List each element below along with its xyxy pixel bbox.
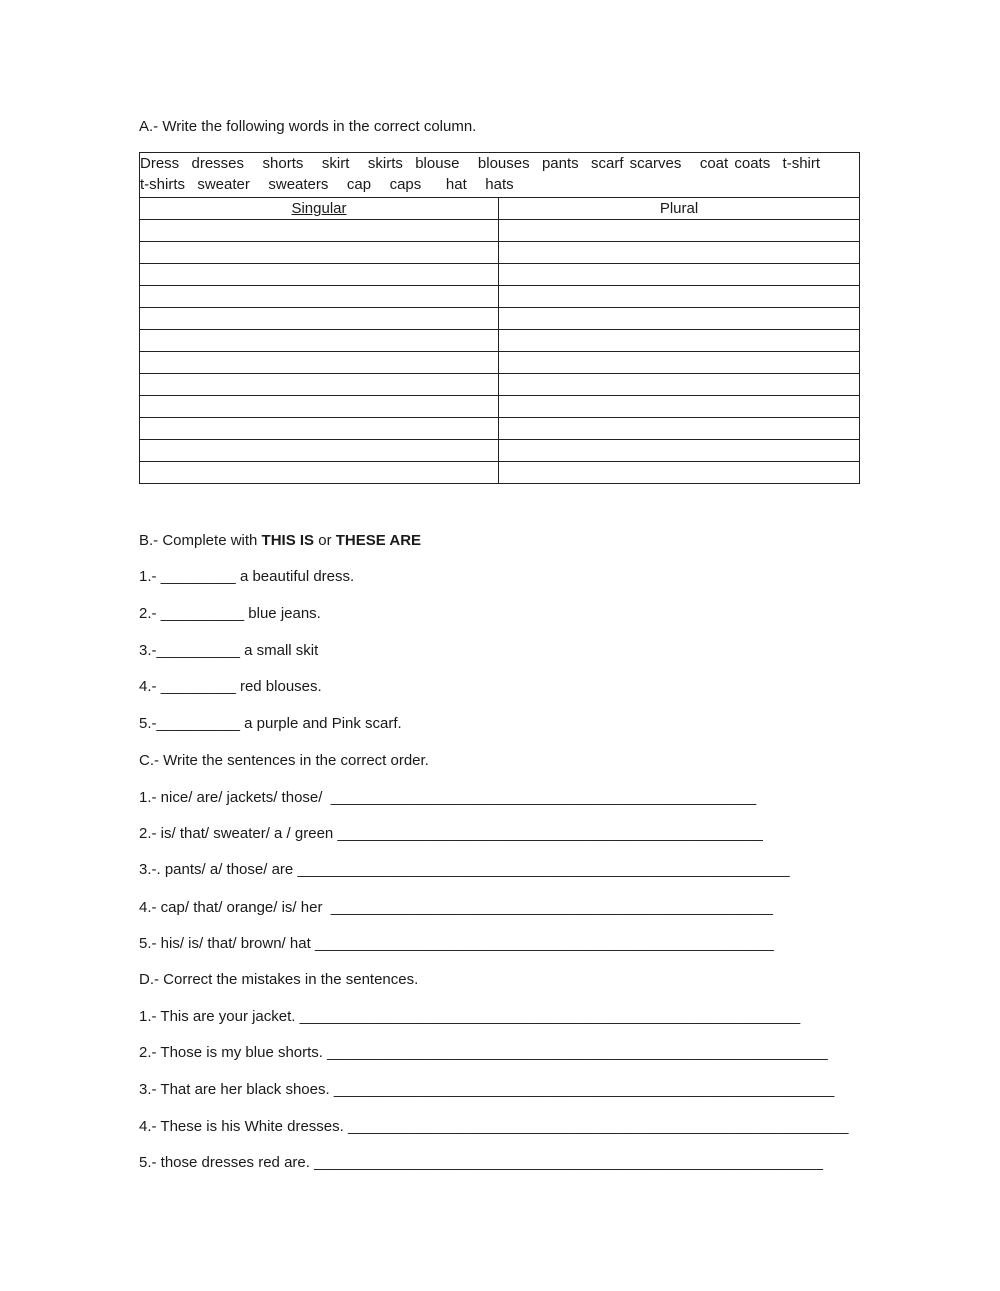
section-c-item[interactable] [139, 935, 774, 953]
section-b-item[interactable] [139, 642, 318, 660]
singular-answer-cell[interactable] [140, 440, 499, 462]
answer-blank[interactable]: _________ [160, 568, 236, 585]
item-text: 3.- That are her black shoes. [139, 1081, 334, 1098]
singular-answer-cell[interactable] [140, 462, 499, 484]
column-header-plural [499, 198, 860, 220]
section-d-item[interactable] [139, 1154, 823, 1172]
word-bank-line-2: t-shirts sweater sweaters cap caps hat hats [140, 176, 514, 193]
section-c-item[interactable] [139, 899, 773, 917]
answer-row [140, 418, 860, 440]
answer-blank[interactable]: ____________________________________________________________ [333, 1081, 835, 1098]
singular-answer-cell[interactable] [140, 418, 499, 440]
section-d-instruction: D.- Correct the mistakes in the sentences. [139, 971, 419, 988]
item-number: 2.- [139, 605, 161, 622]
answer-blank[interactable]: __________ [156, 642, 240, 659]
item-text: 2.- Those is my blue shorts. [139, 1044, 328, 1061]
answer-blank[interactable]: ____________________________________________________________ [299, 1008, 801, 1025]
answer-blank[interactable]: ___________________________________________________________ [297, 861, 790, 878]
section-b-item[interactable] [139, 715, 402, 733]
answer-row [140, 462, 860, 484]
plural-answer-cell[interactable] [499, 462, 860, 484]
word-bank-line-1: Dress dresses shorts skirt skirts blouse blouses pants scarf scarves coat coats t-shirt [140, 155, 821, 172]
option-this-is: THIS IS [261, 532, 315, 549]
item-text: 4.- These is his White dresses. [139, 1118, 348, 1135]
singular-answer-cell[interactable] [140, 396, 499, 418]
singular-answer-cell[interactable] [140, 330, 499, 352]
answer-row [140, 220, 860, 242]
section-b-item[interactable] [139, 678, 322, 696]
plural-answer-cell[interactable] [499, 396, 860, 418]
answer-rows [140, 220, 860, 484]
section-b-instruction [139, 532, 421, 550]
item-number: 4.- [139, 678, 161, 695]
item-text: a small skit [239, 642, 319, 659]
item-text: 5.- those dresses red are. [139, 1154, 315, 1171]
plural-answer-cell[interactable] [499, 418, 860, 440]
item-text: red blouses. [235, 678, 322, 695]
answer-row [140, 242, 860, 264]
answer-blank[interactable]: ____________________________________________________________ [347, 1118, 849, 1135]
answer-blank[interactable]: __________ [160, 605, 245, 622]
answer-blank[interactable]: ___________________________________________________ [337, 825, 763, 842]
item-text: blue jeans. [244, 605, 321, 622]
singular-answer-cell[interactable] [140, 242, 499, 264]
section-b-item[interactable] [139, 605, 321, 623]
singular-answer-cell[interactable] [140, 352, 499, 374]
answer-blank[interactable]: ____________________________________________________________ [327, 1044, 828, 1061]
item-number: 3.- [139, 642, 157, 659]
answer-row [140, 440, 860, 462]
section-c-item[interactable] [139, 789, 756, 807]
answer-row [140, 286, 860, 308]
item-text: 3.-. pants/ a/ those/ are [139, 861, 298, 878]
singular-answer-cell[interactable] [140, 264, 499, 286]
section-b-or: or [314, 532, 336, 549]
item-text: 2.- is/ that/ sweater/ a / green [139, 825, 338, 842]
answer-row [140, 374, 860, 396]
plural-answer-cell[interactable] [499, 242, 860, 264]
plural-answer-cell[interactable] [499, 374, 860, 396]
answer-blank[interactable]: _____________________________________________________________ [314, 1154, 823, 1171]
plural-answer-cell[interactable] [499, 220, 860, 242]
item-number: 1.- [139, 568, 161, 585]
section-d-item[interactable] [139, 1118, 849, 1136]
answer-row [140, 396, 860, 418]
singular-answer-cell[interactable] [140, 374, 499, 396]
item-text: 1.- nice/ are/ jackets/ those/ [139, 789, 331, 806]
answer-row [140, 264, 860, 286]
plural-answer-cell[interactable] [499, 264, 860, 286]
item-text: a beautiful dress. [235, 568, 355, 585]
option-these-are: THESE ARE [335, 532, 422, 549]
item-text: 4.- cap/ that/ orange/ is/ her [139, 899, 331, 916]
item-text: a purple and Pink scarf. [239, 715, 402, 732]
answer-blank[interactable]: __________ [156, 715, 240, 732]
section-d-item[interactable] [139, 1081, 834, 1099]
item-text: 5.- his/ is/ that/ brown/ hat [139, 935, 315, 952]
section-d-item[interactable] [139, 1008, 800, 1026]
item-number: 5.- [139, 715, 157, 732]
section-c-item[interactable] [139, 825, 763, 843]
plural-answer-cell[interactable] [499, 440, 860, 462]
answer-blank[interactable]: _______________________________________________________ [314, 935, 774, 952]
answer-row [140, 308, 860, 330]
singular-answer-cell[interactable] [140, 308, 499, 330]
answer-blank[interactable]: ___________________________________________________ [330, 789, 757, 806]
plural-label: Plural [659, 200, 699, 217]
section-b-prefix: B.- Complete with [139, 532, 262, 549]
section-c-instruction: C.- Write the sentences in the correct order. [139, 752, 429, 769]
section-d-item[interactable] [139, 1044, 828, 1062]
singular-answer-cell[interactable] [140, 220, 499, 242]
section-c-item[interactable] [139, 861, 790, 879]
word-bank [140, 153, 860, 198]
singular-answer-cell[interactable] [140, 286, 499, 308]
answer-row [140, 352, 860, 374]
column-header-singular [140, 198, 499, 220]
plural-answer-cell[interactable] [499, 330, 860, 352]
word-sort-table [139, 152, 860, 484]
answer-row [140, 330, 860, 352]
section-b-item[interactable] [139, 568, 354, 586]
answer-blank[interactable]: _________ [160, 678, 236, 695]
plural-answer-cell[interactable] [499, 308, 860, 330]
item-text: 1.- This are your jacket. [139, 1008, 300, 1025]
plural-answer-cell[interactable] [499, 286, 860, 308]
answer-blank[interactable]: _____________________________________________________ [330, 899, 773, 916]
plural-answer-cell[interactable] [499, 352, 860, 374]
singular-label: Singular [291, 200, 347, 217]
section-a-instruction: A.- Write the following words in the correct column. [139, 118, 477, 135]
